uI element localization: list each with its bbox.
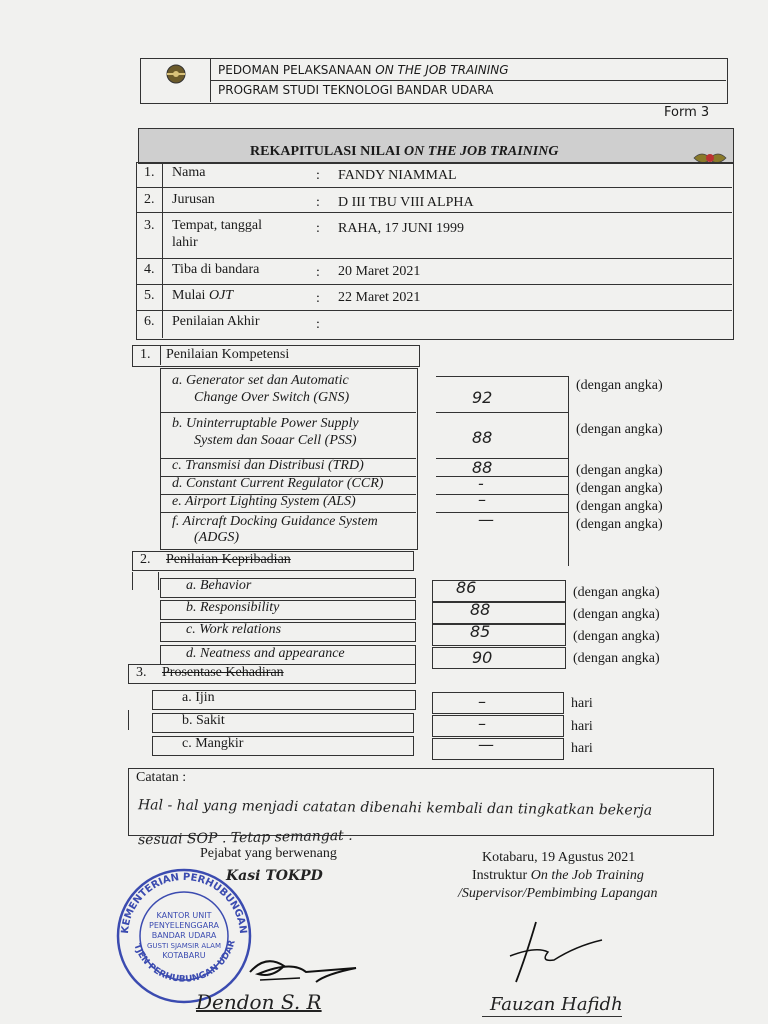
left-signature-scribble [236, 950, 376, 990]
right-signatory-name: Fauzan Hafidh [490, 994, 623, 1015]
identity-no: 4. [144, 262, 155, 277]
attendance-score: – [478, 692, 486, 711]
section2-side-line [158, 572, 159, 590]
behavior-score-box [432, 580, 566, 602]
section2-side-line [132, 572, 133, 590]
identity-colon: : [316, 195, 320, 210]
neatness-score-box [432, 647, 566, 669]
personality-item: b. Responsibility [186, 600, 280, 615]
mangkir-score-box [432, 738, 564, 760]
official-stamp [114, 866, 254, 1006]
identity-label: Jurusan [172, 192, 215, 207]
section2-no: 2. [140, 552, 151, 567]
stamp-inner-line: KOTABARU [162, 951, 206, 960]
score-unit: (dengan angka) [576, 499, 663, 514]
section1-header-divider [160, 345, 161, 365]
stamp-inner-line: KANTOR UNIT [156, 911, 212, 920]
score-unit: (dengan angka) [576, 517, 663, 532]
score-col-line [568, 376, 569, 566]
form-number: Form 3 [664, 105, 710, 120]
header-mid-line [210, 80, 726, 81]
stamp-inner-line: BANDAR UDARA [151, 931, 217, 940]
place-date: Kotabaru, 19 Agustus 2021 [482, 850, 636, 865]
competency-item: d. Constant Current Regulator (CCR) [172, 476, 384, 491]
identity-row-line [136, 187, 732, 188]
competency-item-cont: Change Over Switch (GNS) [194, 390, 350, 405]
sakit-score-box [432, 715, 564, 737]
left-signatory-title: Pejabat yang berwenang [200, 846, 337, 861]
identity-value: D III TBU VIII ALPHA [338, 195, 474, 210]
score-line [436, 512, 568, 513]
identity-label: Tiba di bandara [172, 262, 260, 277]
score-line [436, 412, 568, 413]
logo-icon [165, 63, 187, 85]
score-unit: (dengan angka) [573, 651, 660, 666]
identity-value: FANDY NIAMMAL [338, 168, 457, 183]
score-line [436, 494, 568, 495]
competency-item-cont: System dan Soaar Cell (PSS) [194, 433, 357, 448]
identity-label: Mulai OJT [172, 288, 234, 303]
identity-label: Nama [172, 165, 206, 180]
identity-label: Tempat, tanggal [172, 218, 262, 233]
identity-colon: : [316, 221, 320, 236]
section2-title: Penilaian Kepribadian [166, 552, 291, 567]
competency-item: f. Aircraft Docking Guidance System [172, 514, 378, 529]
identity-label-cont: lahir [172, 235, 198, 250]
competency-score: 92 [472, 388, 493, 407]
identity-no: 5. [144, 288, 155, 303]
section1-no: 1. [140, 347, 151, 362]
personality-score: 88 [470, 600, 491, 619]
score-unit: hari [571, 696, 593, 711]
competency-item-cont: (ADGS) [194, 530, 240, 545]
identity-no: 1. [144, 165, 155, 180]
header-line1: PEDOMAN PELAKSANAAN ON THE JOB TRAINING [218, 63, 509, 77]
score-unit: (dengan angka) [576, 422, 663, 437]
score-unit: (dengan angka) [576, 481, 663, 496]
stamp-inner-line: PENYELENGGARA [149, 921, 219, 930]
identity-row-line [136, 284, 732, 285]
left-signatory-name: Dendon S. R [196, 990, 322, 1014]
header-line2: PROGRAM STUDI TEKNOLOGI BANDAR UDARA [218, 83, 494, 97]
left-signatory-role: Kasi TOKPD [226, 868, 323, 884]
competency-item: b. Uninterruptable Power Supply [172, 416, 359, 431]
stamp-inner-line: GUSTI SJAMSIR ALAM [146, 942, 222, 950]
right-signatory-title2: /Supervisor/Pembimbing Lapangan [458, 886, 658, 901]
identity-row-line [136, 310, 732, 311]
right-signature-underline [482, 1016, 622, 1017]
identity-value: 20 Maret 2021 [338, 264, 421, 279]
personality-score: 85 [470, 622, 491, 641]
notes-handwriting-line2: sesuai SOP . Tetap semangat . [137, 827, 353, 849]
identity-no: 2. [144, 192, 155, 207]
competency-item: a. Generator set dan Automatic [172, 373, 349, 388]
section1-row-line [160, 512, 416, 513]
identity-colon: : [316, 317, 320, 332]
attendance-item: b. Sakit [182, 713, 225, 728]
identity-row-line [136, 258, 732, 259]
notes-label: Catatan : [136, 770, 187, 785]
notes-handwriting-line1: Hal - hal yang menjadi catatan dibenahi kembali dan tingkatkan bekerja [137, 797, 653, 819]
section3-no: 3. [136, 665, 147, 680]
competency-score: – [478, 490, 486, 509]
right-signature-scribble [496, 916, 606, 986]
identity-label: Penilaian Akhir [172, 314, 260, 329]
score-unit: hari [571, 741, 593, 756]
identity-col-line [162, 162, 163, 338]
section1-title: Penilaian Kompetensi [166, 347, 290, 362]
score-unit: (dengan angka) [576, 378, 663, 393]
personality-score: 86 [456, 578, 477, 597]
attendance-score: – [478, 714, 486, 733]
personality-item: c. Work relations [186, 622, 282, 637]
score-line [436, 458, 568, 459]
attendance-item: a. Ijin [182, 690, 215, 705]
identity-value: RAHA, 17 JUNI 1999 [338, 221, 464, 236]
identity-colon: : [316, 265, 320, 280]
identity-colon: : [316, 291, 320, 306]
competency-score: 88 [472, 428, 493, 447]
right-signatory-title: Instruktur On the Job Training [472, 868, 644, 883]
competency-score: 88 [472, 458, 493, 477]
section1-row-line [160, 412, 416, 413]
identity-no: 3. [144, 218, 155, 233]
competency-score: — [478, 510, 494, 529]
score-unit: (dengan angka) [573, 585, 660, 600]
score-unit: (dengan angka) [576, 463, 663, 478]
work-relations-score-box [432, 624, 566, 646]
competency-score: - [478, 474, 484, 493]
personality-item: d. Neatness and appearance [186, 646, 345, 661]
identity-value: 22 Maret 2021 [338, 290, 421, 305]
section3-title: Prosentase Kehadiran [162, 665, 284, 680]
attendance-item: c. Mangkir [182, 736, 244, 751]
score-line [436, 376, 568, 377]
identity-colon: : [316, 168, 320, 183]
competency-item: e. Airport Lighting System (ALS) [172, 494, 356, 509]
identity-no: 6. [144, 314, 155, 329]
competency-item: c. Transmisi dan Distribusi (TRD) [172, 458, 364, 473]
identity-row-line [136, 212, 732, 213]
section3-side-line [128, 710, 129, 730]
score-unit: (dengan angka) [573, 607, 660, 622]
stamp-outer-bottom: TJEN PERHUBUNGAN UDAR [131, 939, 238, 985]
personality-item: a. Behavior [186, 578, 252, 593]
ijin-score-box [432, 692, 564, 714]
stamp-outer-top: KEMENTERIAN PERHUBUNGAN [119, 871, 249, 935]
attendance-score: — [478, 735, 494, 754]
score-unit: (dengan angka) [573, 629, 660, 644]
score-unit: hari [571, 719, 593, 734]
responsibility-score-box [432, 602, 566, 624]
page-title: REKAPITULASI NILAI ON THE JOB TRAINING [250, 144, 559, 159]
personality-score: 90 [472, 648, 493, 667]
score-line [436, 476, 568, 477]
